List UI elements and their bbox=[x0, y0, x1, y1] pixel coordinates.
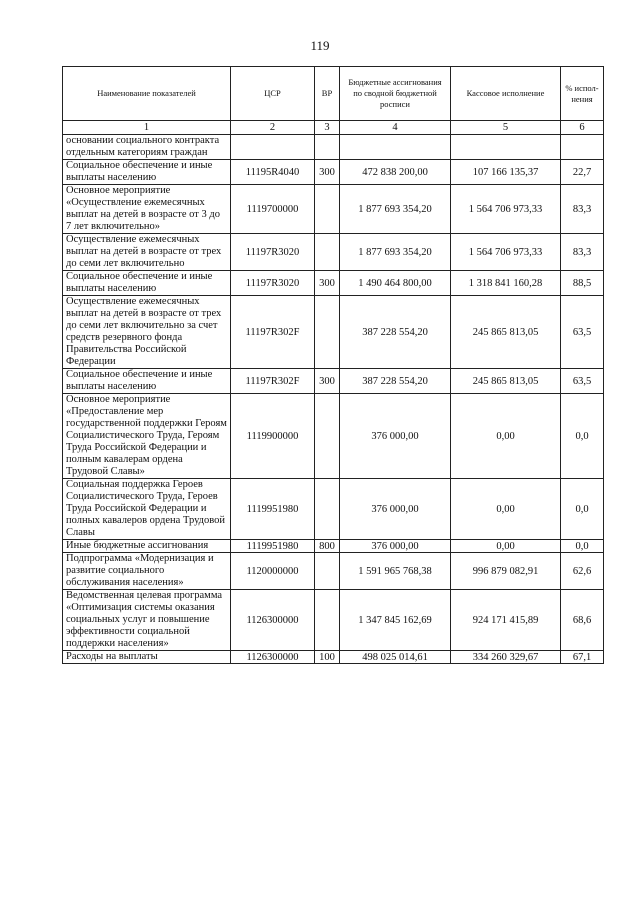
row-budget: 1 877 693 354,20 bbox=[340, 185, 451, 234]
row-percent: 0,0 bbox=[561, 540, 604, 553]
row-cash: 1 564 706 973,33 bbox=[451, 185, 561, 234]
row-cash: 245 865 813,05 bbox=[451, 369, 561, 394]
row-percent: 63,5 bbox=[561, 369, 604, 394]
table-row bbox=[63, 185, 604, 234]
header-vr: ВР bbox=[315, 67, 340, 121]
row-cash bbox=[451, 135, 561, 160]
table-row bbox=[63, 160, 604, 185]
row-percent: 88,5 bbox=[561, 271, 604, 296]
row-budget: 387 228 554,20 bbox=[340, 296, 451, 369]
row-percent: 0,0 bbox=[561, 394, 604, 479]
row-budget: 472 838 200,00 bbox=[340, 160, 451, 185]
table-row bbox=[63, 369, 604, 394]
row-name: Социальное обеспечение и иные выплаты населению bbox=[63, 271, 231, 296]
table-row bbox=[63, 296, 604, 369]
row-budget: 1 490 464 800,00 bbox=[340, 271, 451, 296]
table-row bbox=[63, 553, 604, 590]
row-budget bbox=[340, 135, 451, 160]
row-name: Основное мероприятие «Предоставление мер государственной поддержки Героям Социалистического Труда, Героям Труда Российской Федерации и полным кавалерам ордена Трудовой Славы» bbox=[63, 394, 231, 479]
row-vr: 300 bbox=[315, 160, 340, 185]
column-index: 2 bbox=[231, 121, 315, 135]
row-percent: 62,6 bbox=[561, 553, 604, 590]
row-vr: 100 bbox=[315, 651, 340, 664]
row-budget: 1 347 845 162,69 bbox=[340, 590, 451, 651]
row-percent: 83,3 bbox=[561, 234, 604, 271]
table-row bbox=[63, 271, 604, 296]
column-index: 3 bbox=[315, 121, 340, 135]
row-vr bbox=[315, 394, 340, 479]
header-cash-execution: Кассовое исполнение bbox=[451, 67, 561, 121]
row-percent: 67,1 bbox=[561, 651, 604, 664]
row-csr: 1119900000 bbox=[231, 394, 315, 479]
row-name: основании социального контракта отдельным категориям граждан bbox=[63, 135, 231, 160]
row-cash: 334 260 329,67 bbox=[451, 651, 561, 664]
column-index: 5 bbox=[451, 121, 561, 135]
row-vr bbox=[315, 590, 340, 651]
row-vr bbox=[315, 479, 340, 540]
row-budget: 376 000,00 bbox=[340, 479, 451, 540]
row-csr: 1126300000 bbox=[231, 651, 315, 664]
row-percent: 63,5 bbox=[561, 296, 604, 369]
table-row bbox=[63, 479, 604, 540]
row-cash: 1 318 841 160,28 bbox=[451, 271, 561, 296]
row-budget: 1 591 965 768,38 bbox=[340, 553, 451, 590]
column-index: 6 bbox=[561, 121, 604, 135]
row-percent: 22,7 bbox=[561, 160, 604, 185]
row-csr: 11197R3020 bbox=[231, 234, 315, 271]
row-csr: 11195R4040 bbox=[231, 160, 315, 185]
budget-execution-table bbox=[62, 66, 604, 664]
header-indicator-name: Наименование показателей bbox=[63, 67, 231, 121]
row-budget: 498 025 014,61 bbox=[340, 651, 451, 664]
row-csr: 11197R302F bbox=[231, 369, 315, 394]
row-name: Осуществление ежемесячных выплат на детей в возрасте от трех до семи лет включительно bbox=[63, 234, 231, 271]
row-cash: 107 166 135,37 bbox=[451, 160, 561, 185]
header-csr: ЦСР bbox=[231, 67, 315, 121]
row-percent: 68,6 bbox=[561, 590, 604, 651]
column-index: 4 bbox=[340, 121, 451, 135]
row-name: Подпрограмма «Модернизация и развитие социального обслуживания населения» bbox=[63, 553, 231, 590]
row-csr: 1119951980 bbox=[231, 540, 315, 553]
row-vr bbox=[315, 553, 340, 590]
row-name: Ведомственная целевая программа «Оптимизация системы оказания социальных услуг и повышение эффективности социальной поддержки населения» bbox=[63, 590, 231, 651]
row-name: Социальное обеспечение и иные выплаты населению bbox=[63, 160, 231, 185]
row-cash: 245 865 813,05 bbox=[451, 296, 561, 369]
table-header-row bbox=[63, 67, 604, 121]
row-vr bbox=[315, 185, 340, 234]
row-budget: 376 000,00 bbox=[340, 540, 451, 553]
row-csr: 11197R3020 bbox=[231, 271, 315, 296]
row-vr: 800 bbox=[315, 540, 340, 553]
row-name: Социальная поддержка Героев Социалистического Труда, Героев Труда Российской Федерации и полных кавалеров ордена Трудовой Славы bbox=[63, 479, 231, 540]
row-name: Расходы на выплаты bbox=[63, 651, 231, 664]
table-row bbox=[63, 234, 604, 271]
header-budget-allocations: Бюджетные ассигнования по сводной бюджетной росписи bbox=[340, 67, 451, 121]
row-cash: 0,00 bbox=[451, 540, 561, 553]
table-row bbox=[63, 590, 604, 651]
row-csr: 1126300000 bbox=[231, 590, 315, 651]
row-vr bbox=[315, 135, 340, 160]
row-vr: 300 bbox=[315, 271, 340, 296]
row-percent bbox=[561, 135, 604, 160]
row-vr bbox=[315, 296, 340, 369]
row-percent: 0,0 bbox=[561, 479, 604, 540]
row-budget: 1 877 693 354,20 bbox=[340, 234, 451, 271]
row-name: Иные бюджетные ассигнования bbox=[63, 540, 231, 553]
row-budget: 376 000,00 bbox=[340, 394, 451, 479]
row-csr: 1119951980 bbox=[231, 479, 315, 540]
row-name: Социальное обеспечение и иные выплаты населению bbox=[63, 369, 231, 394]
row-cash: 924 171 415,89 bbox=[451, 590, 561, 651]
row-csr: 1120000000 bbox=[231, 553, 315, 590]
column-index-row bbox=[63, 121, 604, 135]
row-csr bbox=[231, 135, 315, 160]
row-csr: 1119700000 bbox=[231, 185, 315, 234]
table-row bbox=[63, 651, 604, 664]
table-row bbox=[63, 540, 604, 553]
row-vr: 300 bbox=[315, 369, 340, 394]
page-number: 119 bbox=[310, 38, 330, 53]
row-cash: 0,00 bbox=[451, 394, 561, 479]
row-cash: 0,00 bbox=[451, 479, 561, 540]
table-row bbox=[63, 394, 604, 479]
row-cash: 996 879 082,91 bbox=[451, 553, 561, 590]
row-budget: 387 228 554,20 bbox=[340, 369, 451, 394]
table-row bbox=[63, 135, 604, 160]
row-vr bbox=[315, 234, 340, 271]
row-percent: 83,3 bbox=[561, 185, 604, 234]
row-cash: 1 564 706 973,33 bbox=[451, 234, 561, 271]
row-name: Осуществление ежемесячных выплат на детей в возрасте от трех до семи лет включительно за счет средств резервного фонда Правительства Российской Федерации bbox=[63, 296, 231, 369]
column-index: 1 bbox=[63, 121, 231, 135]
row-name: Основное мероприятие «Осуществление ежемесячных выплат на детей в возрасте от 3 до 7 лет включительно» bbox=[63, 185, 231, 234]
header-execution-percent: % испол-нения bbox=[561, 67, 604, 121]
row-csr: 11197R302F bbox=[231, 296, 315, 369]
